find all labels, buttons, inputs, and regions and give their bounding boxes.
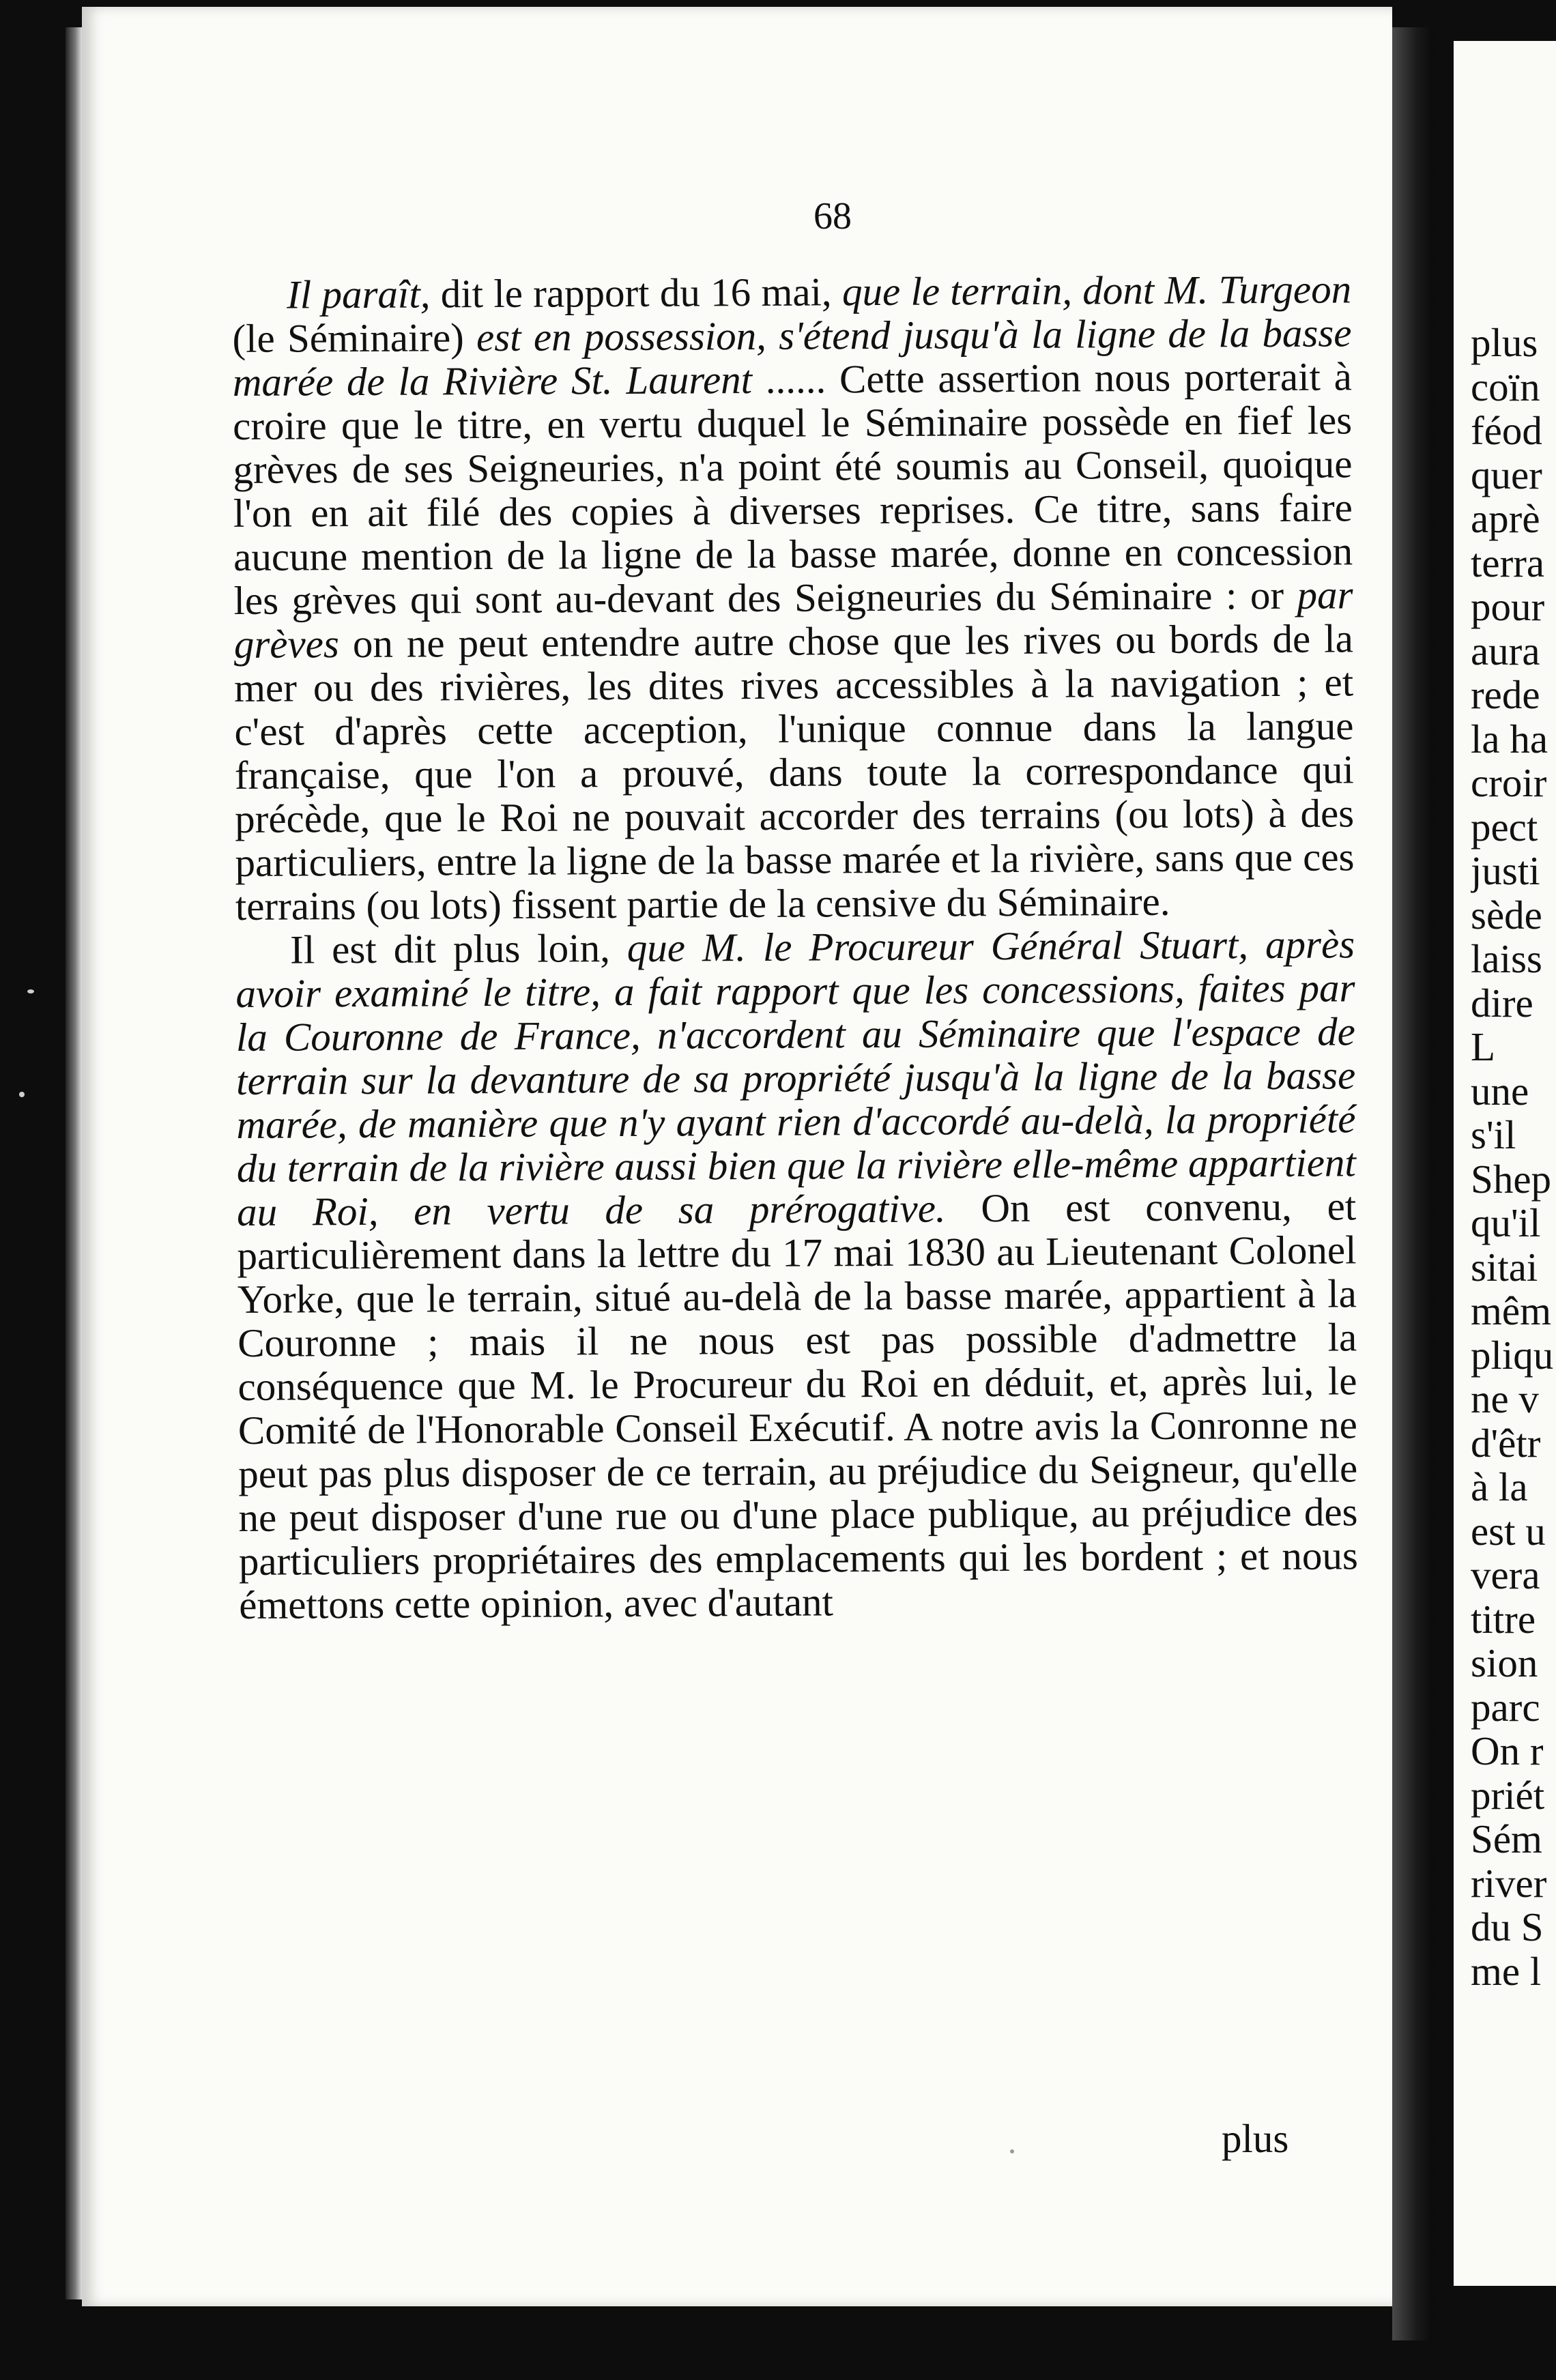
facing-line: titre [1471,1596,1536,1642]
italic-run: que le terrain, dont M. Turgeon [841,266,1352,315]
facing-line: s'il [1471,1112,1516,1157]
facing-line: L [1471,1024,1496,1069]
paper-speck [1010,2149,1014,2153]
facing-line: plus [1471,321,1538,365]
facing-line: croir [1471,760,1547,805]
facing-line: aprè [1471,496,1540,541]
facing-line: laiss [1471,936,1542,981]
body-text [232,267,1358,1627]
facing-page-text [1471,321,1556,1993]
page-number: 68 [813,195,852,237]
book-gutter [1392,27,1433,2340]
facing-line: coïn [1471,364,1540,409]
facing-line: terra [1471,540,1545,585]
paragraph-2 [235,922,1358,1627]
facing-line: d'êtr [1471,1420,1541,1466]
facing-line: aura [1471,628,1540,673]
facing-line: Sém [1471,1816,1542,1861]
catchword: plus [1222,2116,1289,2161]
paragraph-1 [232,267,1355,928]
facing-line: est u [1471,1508,1546,1554]
facing-line: pour [1471,584,1545,629]
facing-line: justi [1471,848,1540,893]
facing-line: me l [1471,1948,1542,1993]
facing-line: à la [1471,1464,1528,1509]
facing-line: pect [1471,804,1538,850]
italic-run: est en possession, s'étend jusqu'à la ligne de la basse marée de la Rivière St. Laurent [232,310,1352,405]
facing-line: On r [1471,1728,1544,1773]
facing-line: quer [1471,452,1542,497]
facing-line: la ha [1471,716,1548,761]
facing-line: rede [1471,672,1540,717]
paper-speck [19,1092,25,1097]
facing-line: priét [1471,1772,1545,1818]
facing-line: parc [1471,1684,1540,1730]
facing-line: mêm [1471,1288,1551,1333]
italic-run: Il paraît, [286,271,431,317]
facing-line: du S [1471,1904,1544,1949]
italic-run: par grèves [233,572,1353,667]
facing-line: dire [1471,980,1533,1026]
facing-line: sède [1471,892,1542,938]
text-run: On est convenu, et particulièrement dans la lettre du 17 mai 1830 au Lieutenant Colonel Yorke, que le terrain, situé au-delà de la basse marée, appartient à la Couronne ; mais il ne nous est pas possible d'admettre la conséquence que M. le Procureur du Roi en déduit, et, après lui, le Comité de l'Honorable Conseil Exécutif. A notre avis la Conronne ne peut pas plus disposer de ce terrain, au préjudice du Seigneur, qu'elle ne peut disposer d'une rue ou d'une place publique, au préjudice des particuliers propriétaires des emplacements qui les bordent ; et nous émettons cette opinion, avec d'autant [237,1183,1359,1627]
facing-line: sion [1471,1640,1538,1685]
facing-line: pliqu [1471,1332,1554,1378]
facing-line: river [1471,1860,1547,1906]
text-run: ...... Cette assertion nous porterait à croire que le titre, en vertu duquel le Séminaire possède en fief les grèves de ses Seigneuries, n'a point été soumis au Conseil, quoique l'on en ait filé des copies à diverses reprises. Ce titre, sans faire aucune mention de la ligne de la basse marée, donne en concession les grèves qui sont au-devant des Seigneuries du Séminaire : or [233,353,1353,623]
text-run: (le Séminaire) [232,315,477,361]
facing-line: féod [1471,408,1542,453]
text-run: on ne peut entendre autre chose que les rives ou bords de la mer ou des rivières, les dites rives accessibles à la navigation ; et c'est d'après cette acception, l'unique connue dans la langue française, que l'on a prouvé, dans toute la correspondance qui précède, que le Roi ne pouvait accorder des terrains (ou lots) à des particuliers, entre la ligne de la basse marée et la rivière, sans que ces terrains (ou lots) fissent partie de la censive du Séminaire. [234,615,1355,929]
facing-line: qu'il [1471,1200,1541,1245]
paper-speck [27,989,34,993]
facing-line: une [1471,1068,1529,1114]
text-run: dit le rapport du 16 mai, [430,269,843,317]
text-run: Il est dit plus loin, [290,925,627,972]
facing-line: vera [1471,1552,1540,1597]
facing-line: Shep [1471,1156,1551,1202]
facing-line: ne v [1471,1376,1539,1421]
italic-run: que M. le Procureur Général Stuart, après avoir examiné le titre, a fait rapport que les concessions, faites par la Couronne de France, n'accordent au Séminaire que l'espace de terrain sur la devanture de sa propriété jusqu'à la ligne de la basse marée, de manière que n'y ayant rien d'accordé au-delà, la propriété du terrain de la rivière aussi bien que la rivière elle-même appartient au Roi, en vertu de sa prérogative. [235,921,1357,1234]
facing-line: sitai [1471,1244,1538,1290]
